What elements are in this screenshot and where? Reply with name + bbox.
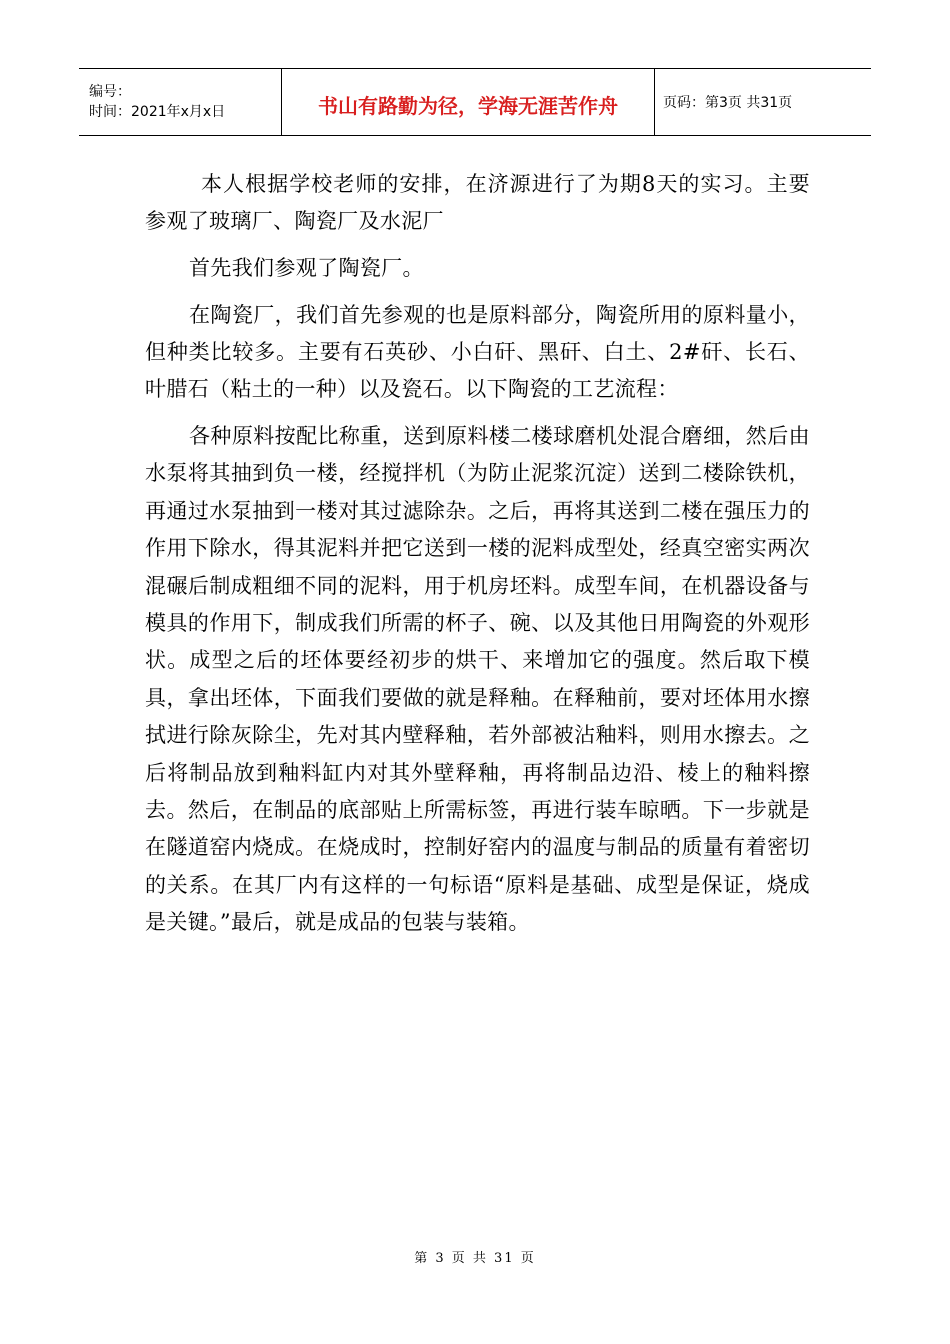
header-meta-cell — [79, 69, 282, 135]
header-motto: 书山有路勤为径，学海无涯苦作舟 — [318, 93, 618, 118]
document-number-label: 编号： — [89, 84, 131, 100]
document-header — [79, 68, 871, 136]
page-footer: 第 3 页 共 31 页 — [414, 1251, 536, 1266]
document-date: 时间：2021年x月x日 — [89, 104, 226, 120]
body-paragraph-raw-materials: 在陶瓷厂，我们首先参观的也是原料部分，陶瓷所用的原料量小，但种类比较多。主要有石英砂、小白矸、黑矸、白土、2#矸、长石、叶腊石（粘土的一种）以及瓷石。以下陶瓷的工艺流程： — [145, 302, 810, 402]
header-page-info: 页码：第3页 共31页 — [663, 95, 793, 111]
document-body — [145, 166, 810, 951]
header-motto-cell — [282, 69, 655, 135]
body-paragraph-first-visit: 首先我们参观了陶瓷厂。 — [189, 256, 424, 280]
header-page-cell — [655, 69, 871, 135]
body-paragraph-intro: 本人根据学校老师的安排，在济源进行了为期8天的实习。主要参观了玻璃厂、陶瓷厂及水泥厂 — [145, 172, 810, 234]
body-paragraph-process: 各种原料按配比称重，送到原料楼二楼球磨机处混合磨细，然后由水泵将其抽到负一楼，经搅拌机（为防止泥浆沉淀）送到二楼除铁机，再通过水泵抽到一楼对其过滤除杂。之后，再将其送到二楼在强压力的作用下除水，得其泥料并把它送到一楼的泥料成型处，经真空密实两次混碾后制成粗细不同的泥料，用于机房坯料。成型车间，在机器设备与模具的作用下，制成我们所需的杯子、碗、以及其他日用陶瓷的外观形状。成型之后的坯体要经初步的烘干、来增加它的强度。然后取下模具，拿出坯体，下面我们要做的就是释釉。在释釉前，要对坯体用水擦拭进行除灰除尘，先对其内壁释釉，若外部被沾釉料，则用水擦去。之后将制品放到釉料缸内对其外壁释釉，再将制品边沿、棱上的釉料擦去。然后，在制品的底部贴上所需标签，再进行装车晾晒。下一步就是在隧道窑内烧成。在烧成时，控制好窑内的温度与制品的质量有着密切的关系。在其厂内有这样的一句标语“原料是基础、成型是保证，烧成是关键。”最后，就是成品的包装与装箱。 — [145, 424, 810, 935]
